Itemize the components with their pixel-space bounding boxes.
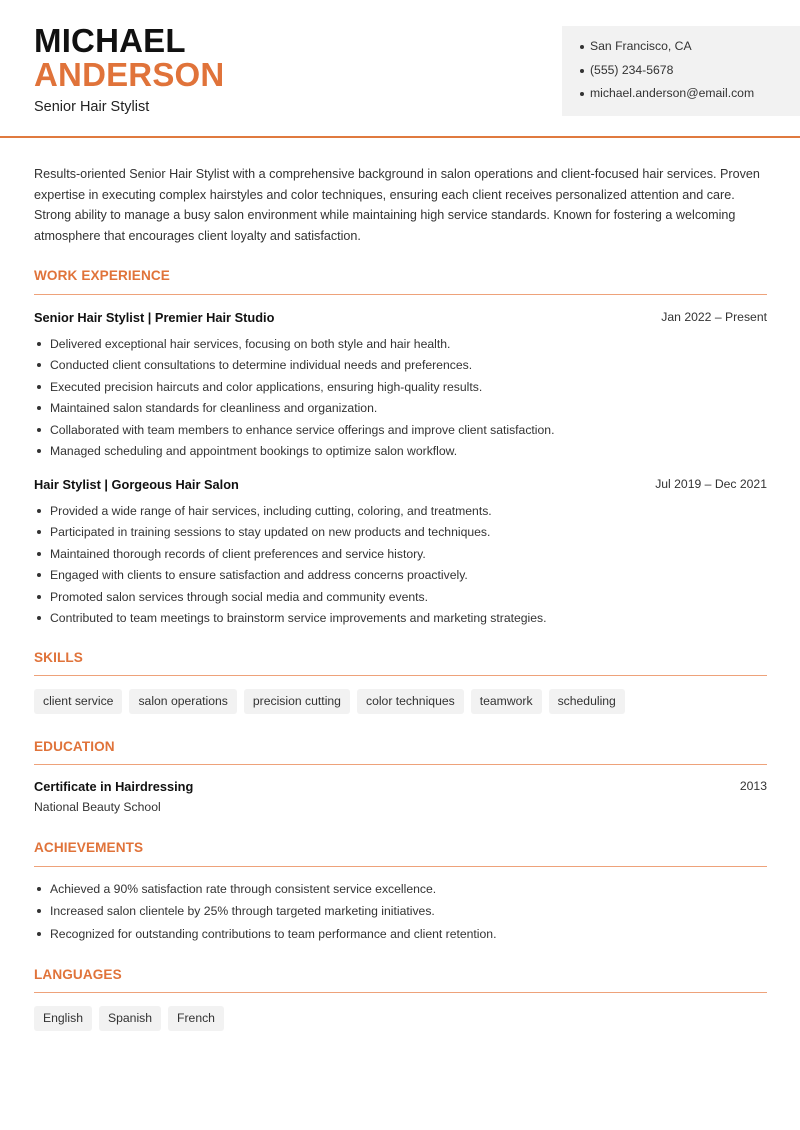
bullet-icon	[37, 573, 41, 577]
contact-location-text: San Francisco, CA	[590, 39, 692, 53]
education-school: National Beauty School	[34, 800, 161, 814]
education-year: 2013	[739, 779, 767, 793]
bullet-text: Participated in training sessions to stay updated on new products and techniques.	[50, 525, 491, 540]
language-tag: English	[34, 1006, 92, 1031]
bullet-icon	[37, 406, 41, 410]
bullet-icon	[37, 428, 41, 432]
bullet-icon	[37, 552, 41, 556]
section-divider	[34, 764, 767, 765]
contact-phone	[580, 62, 800, 86]
list-item	[34, 336, 767, 357]
section-title-languages: LANGUAGES	[34, 967, 122, 982]
list-item	[34, 881, 767, 903]
list-item	[34, 357, 767, 378]
skill-tag: precision cutting	[244, 689, 350, 714]
list-item	[34, 589, 767, 610]
list-item	[34, 524, 767, 545]
education-header	[34, 779, 767, 794]
section-divider	[34, 866, 767, 867]
list-item	[34, 610, 767, 631]
job-header	[34, 477, 767, 492]
skills-tags	[34, 689, 625, 714]
skill-tag: client service	[34, 689, 122, 714]
education-degree: Certificate in Hairdressing	[34, 779, 194, 794]
resume-header	[0, 0, 800, 138]
section-title-education: EDUCATION	[34, 739, 115, 754]
bullet-text: Contributed to team meetings to brainstorm service improvements and marketing strategies.	[50, 610, 547, 625]
section-divider	[34, 294, 767, 295]
bullet-text: Achieved a 90% satisfaction rate through consistent service excellence.	[50, 882, 437, 896]
list-item	[34, 546, 767, 567]
job-title: Senior Hair Stylist	[34, 99, 150, 115]
skill-tag: salon operations	[129, 689, 236, 714]
bullet-icon	[37, 530, 41, 534]
bullet-icon	[37, 509, 41, 513]
bullet-icon	[37, 595, 41, 599]
bullet-icon	[580, 92, 584, 96]
contact-email	[580, 85, 800, 109]
contact-location	[580, 38, 800, 62]
contact-box	[562, 26, 800, 116]
bullet-text: Provided a wide range of hair services, including cutting, coloring, and treatments.	[50, 504, 492, 518]
language-tag: French	[168, 1006, 224, 1031]
achievements-list	[34, 881, 767, 948]
list-item	[34, 503, 767, 524]
bullet-text: Increased salon clientele by 25% through targeted marketing initiatives.	[50, 904, 435, 919]
list-item	[34, 443, 767, 464]
section-divider	[34, 675, 767, 676]
job-dates: Jan 2022 – Present	[661, 310, 767, 324]
list-item	[34, 379, 767, 400]
section-title-work: WORK EXPERIENCE	[34, 268, 170, 283]
bullet-icon	[37, 449, 41, 453]
bullet-text: Collaborated with team members to enhance service offerings and improve client satisfaction.	[50, 422, 555, 437]
bullet-icon	[580, 45, 584, 49]
contact-email-text: michael.anderson@email.com	[590, 86, 755, 100]
bullet-text: Maintained salon standards for cleanliness and organization.	[50, 401, 378, 416]
section-divider	[34, 992, 767, 993]
job-role: Senior Hair Stylist | Premier Hair Studio	[34, 310, 275, 325]
bullet-icon	[580, 69, 584, 73]
job-header	[34, 310, 767, 325]
job-dates: Jul 2019 – Dec 2021	[655, 477, 767, 491]
bullet-text: Promoted salon services through social media and community events.	[50, 589, 428, 604]
section-title-achievements: ACHIEVEMENTS	[34, 840, 144, 855]
bullet-icon	[37, 342, 41, 346]
skill-tag: teamwork	[471, 689, 542, 714]
language-tags	[34, 1006, 224, 1031]
list-item	[34, 400, 767, 421]
bullet-text: Engaged with clients to ensure satisfaction and address concerns proactively.	[50, 568, 468, 583]
bullet-text: Conducted client consultations to determine individual needs and preferences.	[50, 358, 473, 373]
bullet-text: Maintained thorough records of client preferences and service history.	[50, 546, 426, 561]
list-item	[34, 903, 767, 925]
bullet-text: Delivered exceptional hair services, focusing on both style and hair health.	[50, 337, 451, 351]
skill-tag: color techniques	[357, 689, 464, 714]
job-bullets	[34, 503, 767, 631]
last-name: ANDERSON	[34, 56, 225, 93]
job-bullets	[34, 336, 767, 464]
bullet-icon	[37, 932, 41, 936]
contact-phone-text: (555) 234-5678	[590, 62, 674, 77]
bullet-text: Managed scheduling and appointment bookings to optimize salon workflow.	[50, 443, 458, 458]
bullet-text: Recognized for outstanding contributions to team performance and client retention.	[50, 926, 497, 941]
summary-paragraph: Results-oriented Senior Hair Stylist with a comprehensive background in salon operations and client-focused hair services. Proven expertise in executing complex hairstyles and color techniques, ensuring each client receives personalized attention and care. Strong ability to manage a busy salon environment while maintaining high service standards. Known for fostering a welcoming atmosphere that encourages client loyalty and satisfaction.	[34, 167, 760, 243]
bullet-icon	[37, 363, 41, 367]
list-item	[34, 926, 767, 948]
list-item	[34, 422, 767, 443]
job-role: Hair Stylist | Gorgeous Hair Salon	[34, 477, 239, 492]
section-title-skills: SKILLS	[34, 650, 83, 665]
bullet-icon	[37, 385, 41, 389]
bullet-icon	[37, 616, 41, 620]
list-item	[34, 567, 767, 588]
language-tag: Spanish	[99, 1006, 161, 1031]
first-name: MICHAEL	[34, 22, 186, 59]
bullet-icon	[37, 909, 41, 913]
skill-tag: scheduling	[549, 689, 625, 714]
bullet-text: Executed precision haircuts and color applications, ensuring high-quality results.	[50, 379, 483, 394]
bullet-icon	[37, 887, 41, 891]
